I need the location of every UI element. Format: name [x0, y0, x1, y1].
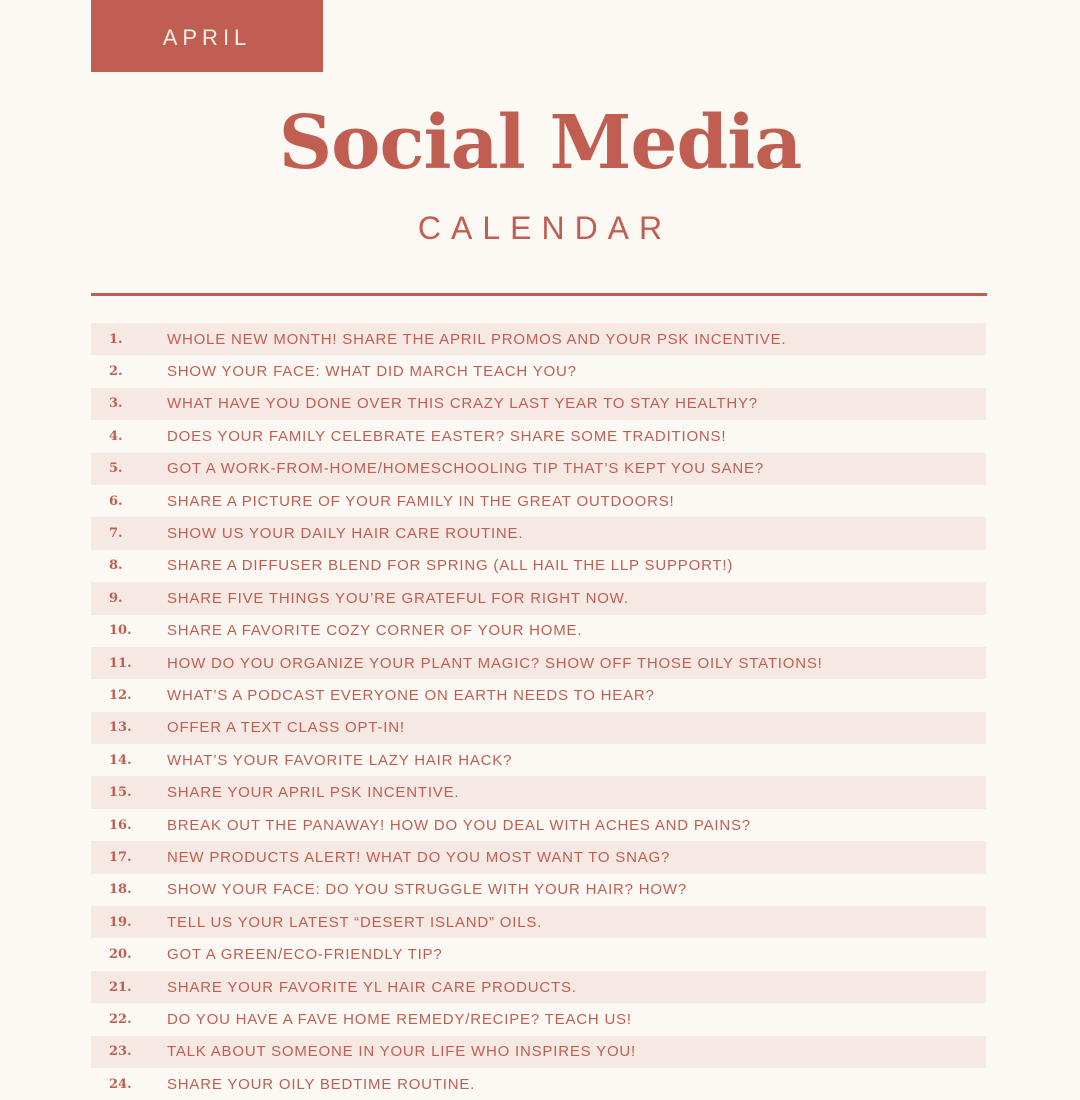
item-number: 4. — [109, 428, 123, 444]
list-item — [91, 679, 986, 711]
item-number: 12. — [109, 687, 132, 703]
item-text: BREAK OUT THE PANAWAY! HOW DO YOU DEAL WITH ACHES AND PAINS? — [167, 816, 751, 834]
list-item — [91, 355, 986, 387]
item-text: GOT A WORK-FROM-HOME/HOMESCHOOLING TIP THAT’S KEPT YOU SANE? — [167, 460, 764, 478]
item-text: SHARE A DIFFUSER BLEND FOR SPRING (ALL HAIL THE LLP SUPPORT!) — [167, 557, 734, 575]
item-text: HOW DO YOU ORGANIZE YOUR PLANT MAGIC? SHOW OFF THOSE OILY STATIONS! — [167, 654, 823, 672]
item-number: 20. — [109, 947, 132, 963]
item-text: SHOW US YOUR DAILY HAIR CARE ROUTINE. — [167, 525, 524, 543]
list-item — [91, 712, 986, 744]
list-item — [91, 971, 986, 1003]
item-text: SHOW YOUR FACE: WHAT DID MARCH TEACH YOU? — [167, 363, 577, 381]
list-item — [91, 744, 986, 776]
item-number: 9. — [109, 590, 123, 606]
item-number: 2. — [109, 364, 123, 380]
list-item — [91, 1068, 986, 1100]
item-text: SHARE YOUR FAVORITE YL HAIR CARE PRODUCTS. — [167, 978, 577, 996]
list-item — [91, 485, 986, 517]
item-number: 13. — [109, 720, 132, 736]
list-item — [91, 420, 986, 452]
page-subtitle: CALENDAR — [417, 210, 673, 246]
item-number: 16. — [109, 817, 132, 833]
item-text: DOES YOUR FAMILY CELEBRATE EASTER? SHARE SOME TRADITIONS! — [167, 427, 727, 445]
item-text: NEW PRODUCTS ALERT! WHAT DO YOU MOST WANT TO SNAG? — [167, 848, 671, 866]
list-item — [91, 776, 986, 808]
list-item — [91, 1036, 986, 1068]
item-number: 14. — [109, 752, 132, 768]
title-divider — [91, 293, 987, 296]
item-text: OFFER A TEXT CLASS OPT-IN! — [167, 719, 405, 737]
item-text: SHOW YOUR FACE: DO YOU STRUGGLE WITH YOUR HAIR? HOW? — [167, 881, 687, 899]
item-number: 3. — [109, 396, 123, 412]
item-number: 7. — [109, 526, 123, 542]
list-item — [91, 323, 986, 355]
item-number: 1. — [109, 331, 123, 347]
item-text: TALK ABOUT SOMEONE IN YOUR LIFE WHO INSPIRES YOU! — [167, 1043, 637, 1061]
list-item — [91, 453, 986, 485]
list-item — [91, 388, 986, 420]
item-number: 17. — [109, 849, 132, 865]
item-number: 18. — [109, 882, 132, 898]
list-item — [91, 1003, 986, 1035]
item-text: SHARE FIVE THINGS YOU’RE GRATEFUL FOR RIGHT NOW. — [167, 589, 629, 607]
item-number: 11. — [109, 655, 132, 671]
item-number: 5. — [109, 461, 123, 477]
page-title: Social Media — [278, 100, 802, 186]
item-text: WHAT HAVE YOU DONE OVER THIS CRAZY LAST YEAR TO STAY HEALTHY? — [167, 395, 758, 413]
list-item — [91, 841, 986, 873]
list-item — [91, 517, 986, 549]
list-item — [91, 874, 986, 906]
item-number: 8. — [109, 558, 123, 574]
list-item — [91, 938, 986, 970]
item-text: WHOLE NEW MONTH! SHARE THE APRIL PROMOS AND YOUR PSK INCENTIVE. — [167, 330, 787, 348]
item-number: 22. — [109, 1011, 132, 1027]
list-item — [91, 809, 986, 841]
item-number: 24. — [109, 1076, 132, 1092]
item-number: 6. — [109, 493, 123, 509]
item-number: 21. — [109, 979, 132, 995]
item-text: WHAT’S A PODCAST EVERYONE ON EARTH NEEDS TO HEAR? — [167, 686, 655, 704]
month-tab — [91, 0, 323, 72]
list-item — [91, 906, 986, 938]
item-text: DO YOU HAVE A FAVE HOME REMEDY/RECIPE? TEACH US! — [167, 1010, 632, 1028]
list-item — [91, 582, 986, 614]
item-number: 10. — [109, 623, 132, 639]
item-text: TELL US YOUR LATEST “DESERT ISLAND” OILS. — [167, 913, 543, 931]
item-text: WHAT’S YOUR FAVORITE LAZY HAIR HACK? — [167, 751, 513, 769]
list-item — [91, 550, 986, 582]
month-label: APRIL — [162, 25, 252, 50]
item-text: GOT A GREEN/ECO-FRIENDLY TIP? — [167, 946, 443, 964]
list-item — [91, 615, 986, 647]
item-text: SHARE A FAVORITE COZY CORNER OF YOUR HOME. — [167, 622, 583, 640]
item-number: 15. — [109, 785, 132, 801]
calendar-list — [91, 323, 986, 1100]
item-number: 19. — [109, 914, 132, 930]
list-item — [91, 647, 986, 679]
item-text: SHARE YOUR OILY BEDTIME ROUTINE. — [167, 1075, 476, 1093]
item-text: SHARE A PICTURE OF YOUR FAMILY IN THE GREAT OUTDOORS! — [167, 492, 675, 510]
item-number: 23. — [109, 1044, 132, 1060]
item-text: SHARE YOUR APRIL PSK INCENTIVE. — [167, 784, 460, 802]
